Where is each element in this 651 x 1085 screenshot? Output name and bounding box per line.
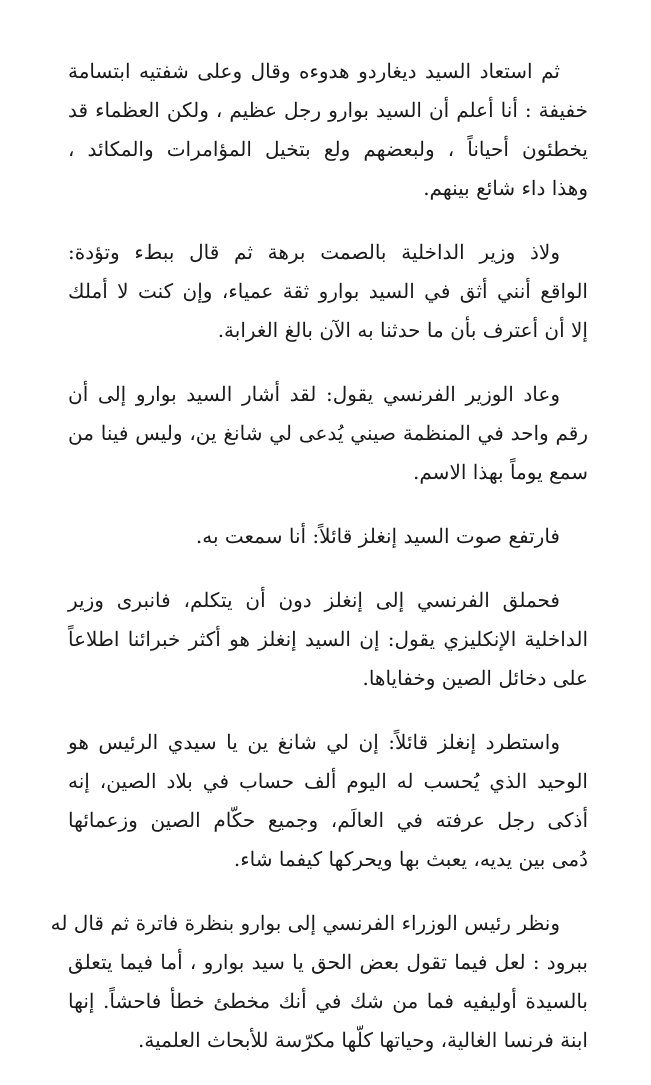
text-line: وعاد الوزير الفرنسي يقول: لقد أشار السيد بوارو إلى أن [68, 382, 560, 406]
text-line: وهذا داء شائع بينهم. [423, 176, 588, 200]
text-line: فحملق الفرنسي إلى إنغلز دون أن يتكلم، فانبرى وزير [68, 588, 560, 612]
text-line: سمع يوماً بهذا الاسم. [413, 460, 588, 484]
paragraph-1 [68, 52, 588, 208]
text-line: ببرود : لعل فيما تقول بعض الحق يا سيد بوارو ، أما فيما يتعلق [68, 950, 588, 974]
paragraph-7 [50, 904, 588, 1060]
text-line: خفيفة : أنا أعلم أن السيد بوارو رجل عظيم ، ولكن العظماء قد [68, 98, 588, 122]
text-line: ابنة فرنسا الغالية، وحياتها كلّها مكرّسة للأبحاث العلمية. [138, 1028, 588, 1052]
paragraph-4 [68, 517, 588, 556]
paragraph-2 [68, 233, 588, 350]
text-line: دُمى بين يديه، يعبث بها ويحركها كيفما شاء. [233, 847, 588, 871]
text-line: يخطئون أحياناً ، ولبعضهم ولع بتخيل المؤامرات والمكائد ، [68, 137, 588, 161]
text-line: فارتفع صوت السيد إنغلز قائلاً: أنا سمعت به. [195, 524, 560, 548]
text-line: رقم واحد في المنظمة صيني يُدعى لي شانغ ين، وليس فينا من [68, 421, 588, 445]
document-page [50, 52, 588, 1085]
text-line: ثم استعاد السيد ديغاردو هدوءه وقال وعلى شفتيه ابتسامة [68, 59, 560, 83]
text-line: الوحيد الذي يُحسب له اليوم ألف حساب في بلاد الصين، إنه [68, 769, 588, 793]
text-line: أذكى رجل عرفته في العالَم، وجميع حكّام الصين وزعمائها [68, 808, 588, 832]
text-line: بالسيدة أوليفيه فما من شك في أنك مخطئ خطأ فاحشاً. إنها [68, 989, 588, 1013]
paragraph-5 [68, 581, 588, 698]
text-line: ولاذ وزير الداخلية بالصمت برهة ثم قال ببطء وتؤدة: [68, 240, 560, 264]
text-line: ونظر رئيس الوزراء الفرنسي إلى بوارو بنظرة فاترة ثم قال له [50, 911, 560, 935]
text-line: واستطرد إنغلز قائلاً: إن لي شانغ ين يا سيدي الرئيس هو [68, 730, 560, 754]
text-line: الواقع أنني أثق في السيد بوارو ثقة عمياء، وإن كنت لا أملك [68, 279, 588, 303]
text-line: على دخائل الصين وخفاياها. [362, 666, 588, 690]
paragraph-3 [68, 375, 588, 492]
paragraph-6 [68, 723, 588, 879]
text-line: الداخلية الإنكليزي يقول: إن السيد إنغلز هو أكثر خبرائنا اطلاعاً [68, 627, 588, 651]
text-line: إلا أن أعترف بأن ما حدثنا به الآن بالغ الغرابة. [217, 318, 588, 342]
